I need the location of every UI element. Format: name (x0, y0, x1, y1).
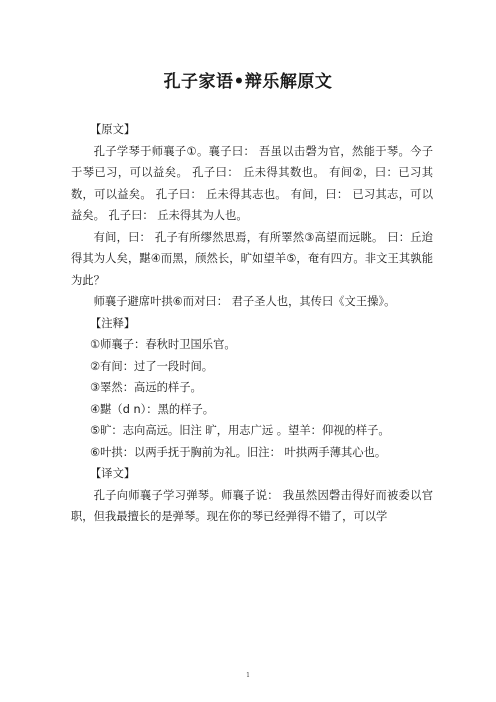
document-body (71, 119, 433, 528)
original-paragraph-3: 师襄子避席叶拱⑥而对曰： 君子圣人也，其传曰《文王操》。 (93, 295, 396, 308)
note-item-3: ③睪然：高远的样子。 (90, 381, 202, 394)
note-item-4: ④黮（d n）：黑的样子。 (90, 402, 215, 416)
note-item-1: ①师襄子：春秋时卫国乐官。 (90, 338, 236, 351)
note-item-2: ②有间：过了一段时间。 (90, 359, 214, 373)
original-paragraph-1: 孔子学琴于师襄子①。襄子曰： 吾虽以击磬为官，然能于琴。今子于琴已习，可以益矣。 孔子曰： 丘未得其数也。 有间②，曰：已习其数，可以益矣。 孔子曰： 丘未得其志也。 有间，曰： 已习其志，可以益矣。 孔子曰： 丘未得其为人也。 (71, 144, 433, 222)
translation-paragraph-1: 孔子向师襄子学习弹琴。师襄子说： 我虽然因磬击得好而被委以官职，但我最擅长的是弹琴。现在你的琴已经弹得不错了，可以学 (71, 488, 433, 523)
section-heading-original: 【原文】 (90, 123, 136, 136)
original-paragraph-2: 有间，曰： 孔子有所缪然思焉，有所睪然③高望而远眺。 曰：丘迨得其为人矣，黮④而黑，颀然长，旷如望羊⑤，奄有四方。非文王其孰能为此？ (71, 230, 433, 287)
section-heading-translation: 【译文】 (90, 467, 136, 480)
note-item-5: ⑤旷：志向高远。旧注 旷，用志广远 。望羊：仰视的样子。 (90, 424, 390, 437)
document-title: 孔子家语•辩乐解原文 (163, 72, 333, 92)
page-number: 1 (246, 672, 250, 679)
section-heading-notes: 【注释】 (90, 316, 136, 330)
note-item-6: ⑥叶拱：以两手抚于胸前为礼。旧注： 叶拱两手薄其心也。 (90, 445, 387, 459)
